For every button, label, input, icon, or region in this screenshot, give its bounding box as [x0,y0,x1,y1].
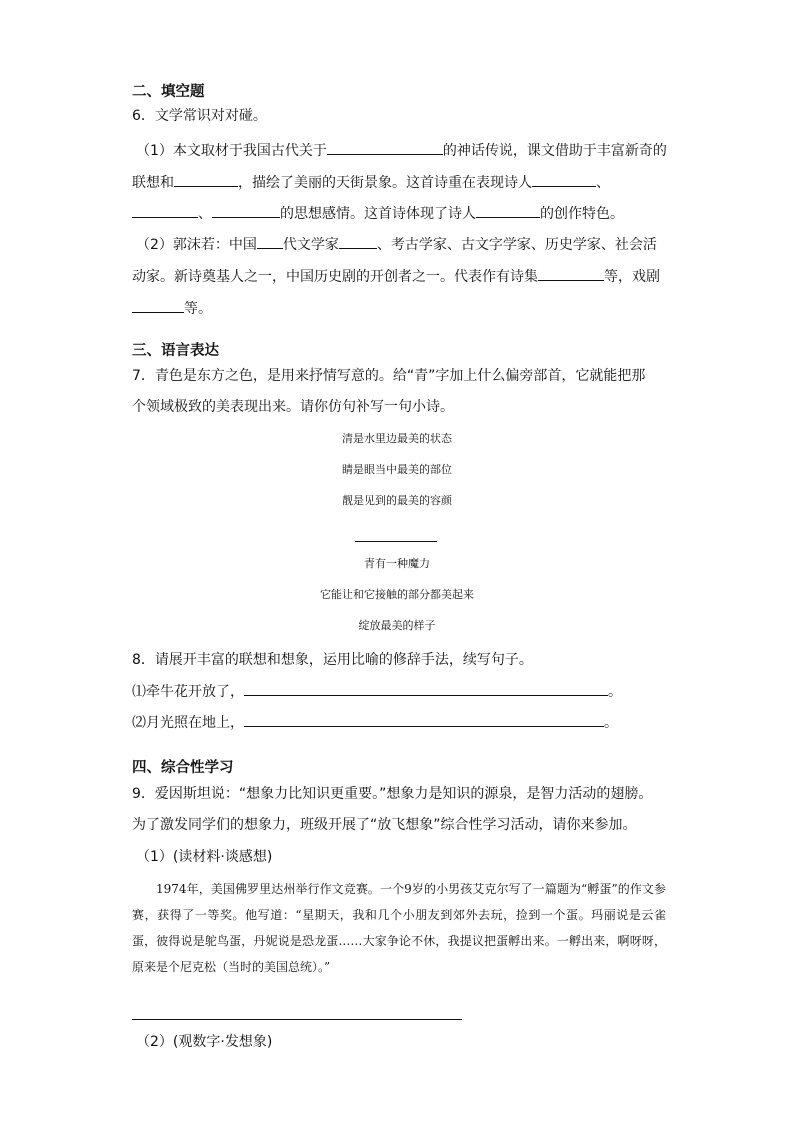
poem-line: 清是水里边最美的状态 [342,432,452,445]
section-heading-language-expression: 三、语言表达 [132,343,219,359]
q8-text: 。 [604,715,618,731]
answer-blank[interactable] [476,203,540,218]
answer-blank[interactable] [244,681,608,696]
answer-blank[interactable] [244,712,604,727]
q6-text: 的神话传说，课文借助于丰富新奇的 [442,143,667,159]
q6-text: （1）本文取材于我国古代关于 [136,143,327,159]
section-heading-fill-in: 二、填空题 [132,84,205,100]
q6-text: 等，戏剧 [604,269,660,285]
answer-blank[interactable] [132,203,198,218]
question-9-line2: 为了激发同学们的想象力，班级开展了“放飞想象”综合性学习活动，请你来参加。 [132,817,637,833]
answer-blank[interactable] [132,298,184,313]
answer-blank[interactable] [339,234,377,249]
q8-text: 。 [608,684,622,700]
reading-passage-text: 1974年，美国佛罗里达州举行作文竞赛。一个9岁的小男孩艾克尔写了一篇题为“孵蛋”的作文参赛，获得了一等奖。他写道：“星期天，我和几个小朋友到郊外去玩，捡到一个蛋。玛丽说是云雀蛋，彼得说是鸵鸟蛋，丹妮说是恐龙蛋……大家争论不休，我提议把蛋孵出来。一孵出来，啊呀呀，原来是个尼克松（当时的美国总统）。” [132,882,666,974]
question-9-sub1: （1）(读材料·谈感想) [136,849,273,865]
poem-answer-blank[interactable] [355,541,437,542]
question-8-sentence2 [132,712,618,733]
q6-text: （2）郭沫若：中国 [136,237,257,253]
question-6-part2-line1 [136,234,657,255]
answer-blank[interactable] [538,266,604,281]
q6-text: 、考古学家、古文字学家、历史学家、社会活 [376,237,657,253]
question-7-line2: 个领域极致的美表现出来。请你仿句补写一句小诗。 [132,399,454,415]
section-heading-comprehensive-learning: 四、综合性学习 [132,760,234,776]
q6-text: 动家。新诗奠基人之一，中国历史剧的开创者之一。代表作有诗集 [132,269,538,285]
question-8-sentence1 [132,681,622,702]
question-8-title: 8．请展开丰富的联想和想象，运用比喻的修辞手法，续写句子。 [132,652,533,668]
reading-passage [132,876,666,980]
answer-blank[interactable] [257,234,283,249]
poem-line: 绽放最美的样子 [358,619,436,632]
question-7-line1: 7．青色是东方之色，是用来抒情写意的。给“青”字加上什么偏旁部首，它就能把那 [132,368,646,384]
question-6-part2-line3 [132,298,212,319]
q6-text: 的思想感情。这首诗体现了诗人 [280,206,476,222]
poem-line: 睛是眼当中最美的部位 [342,463,452,476]
q8-text: ⑵月光照在地上， [132,715,244,731]
q6-text: 联想和 [132,175,174,191]
poem-line: 青有一种魔力 [364,557,430,570]
question-9-line1: 9．爱因斯坦说：“想象力比知识更重要。”想象力是知识的源泉，是智力活动的翅膀。 [132,786,653,802]
q8-text: ⑴牵牛花开放了， [132,684,244,700]
answer-line[interactable] [132,1019,462,1020]
question-6-part1-line1 [136,140,667,161]
answer-blank[interactable] [327,140,443,155]
q6-text: 、 [198,206,212,222]
q6-text: ，描绘了美丽的天街景象。这首诗重在表现诗人 [238,175,532,191]
question-6-part1-line2 [132,172,610,193]
answer-blank[interactable] [174,172,238,187]
q6-text: 代文学家 [282,237,339,253]
q6-text: 、 [596,175,610,191]
poem-line: 它能让和它接触的部分都美起来 [320,588,474,601]
poem-line: 靓是见到的最美的容颜 [342,494,452,507]
q6-text: 等。 [184,301,212,317]
question-9-sub2: （2）(观数字·发想象) [136,1034,273,1050]
question-6-part2-line2 [132,266,660,287]
question-6-part1-line3 [132,203,624,224]
answer-blank[interactable] [532,172,596,187]
question-6-title: 6．文学常识对对碰。 [132,108,267,124]
q6-text: 的创作特色。 [540,206,624,222]
answer-blank[interactable] [212,203,280,218]
